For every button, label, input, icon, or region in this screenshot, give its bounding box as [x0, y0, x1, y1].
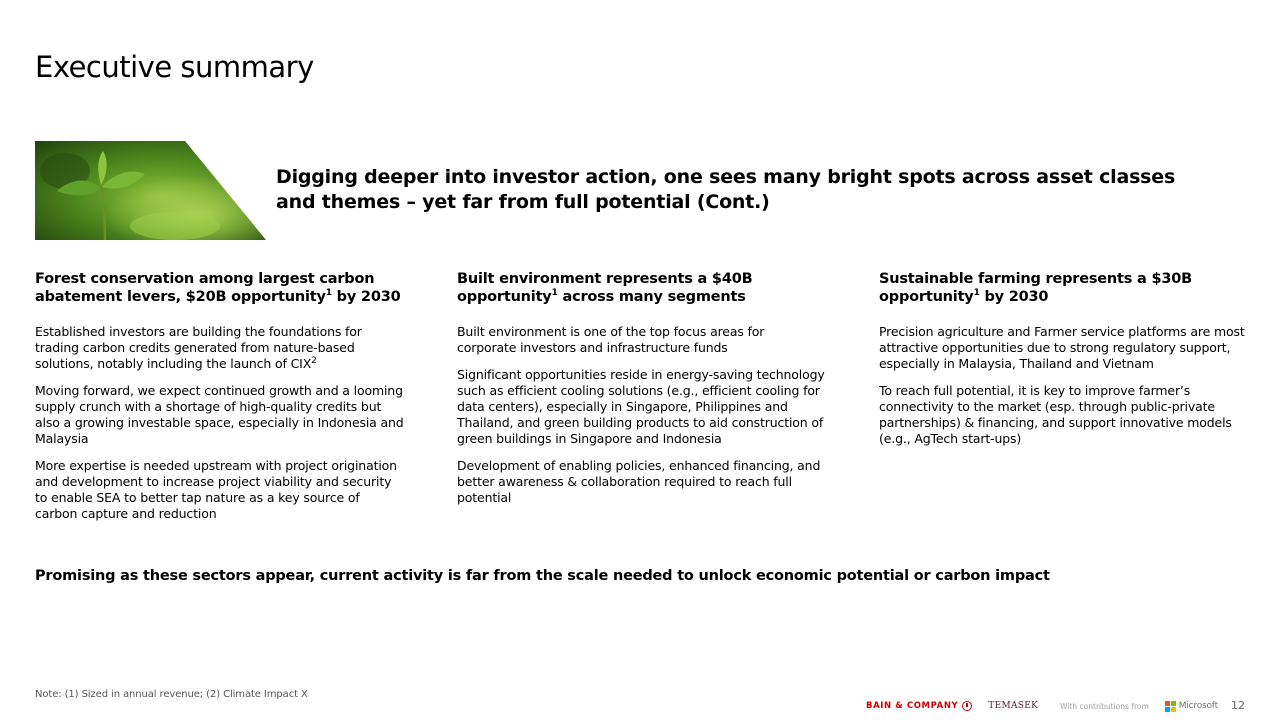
column-paragraph: Moving forward, we expect continued growth and a looming supply crunch with a shortage of high-quality credits but also a growing investable space, especially in Indonesia and Malaysia: [35, 383, 404, 446]
bain-logo-mark-icon: [962, 701, 972, 711]
column-paragraph: To reach full potential, it is key to improve farmer’s connectivity to the market (esp. through public-private partnerships) & financing, and support innovative models (e.g., AgTech start-ups): [879, 383, 1232, 446]
column-paragraph: Established investors are building the foundations for trading carbon credits generated from nature-based solutions, notably including the launch of CIX$^2$: [35, 324, 362, 371]
headline-line-2: and themes – yet far from full potential (Cont.): [276, 191, 770, 213]
contributions-label: With contributions from: [1060, 701, 1149, 711]
column-paragraph: Significant opportunities reside in energy-saving technology such as efficient cooling solutions (e.g., efficient cooling for data centers), especially in Singapore, Philippines and Thailand, and green building products to aid construction of green buildings in Singapore and Indonesia: [457, 367, 825, 446]
column-forest-conservation: [35, 270, 405, 533]
column-paragraph: More expertise is needed upstream with project origination and development to increase project viability and security to enable SEA to better tap nature as a key source of carbon capture and reduction: [35, 458, 397, 521]
page-title: Executive summary: [35, 50, 314, 84]
seedling-image: [35, 141, 266, 240]
column-paragraph: Development of enabling policies, enhanced financing, and better awareness & collaboration required to reach full potential: [457, 458, 821, 505]
headline-line-1: Digging deeper into investor action, one sees many bright spots across asset classes: [276, 166, 1176, 188]
column-heading: Forest conservation among largest carbon abatement levers, $20B opportunity$^1$ by 2030: [35, 271, 401, 305]
bain-logo: BAIN & COMPANY: [866, 701, 972, 711]
column-paragraph: Precision agriculture and Farmer service platforms are most attractive opportunities due to strong regulatory support, especially in Malaysia, Thailand and Vietnam: [879, 324, 1245, 371]
temasek-logo: TEMASEK: [988, 701, 1039, 711]
microsoft-logo: Microsoft: [1165, 701, 1218, 712]
column-built-environment: [457, 270, 827, 517]
footer-logos: [866, 698, 1218, 714]
column-sustainable-farming: [879, 270, 1249, 458]
column-paragraph: Built environment is one of the top focus areas for corporate investors and infrastructure funds: [457, 324, 765, 355]
conclusion-statement: Promising as these sectors appear, current activity is far from the scale needed to unlock economic potential or carbon impact: [35, 568, 1050, 584]
seedling-photo: [35, 141, 266, 240]
headline: [276, 165, 1196, 215]
column-heading: Built environment represents a $40B opportunity$^1$ across many segments: [457, 271, 753, 305]
page-number: 12: [1231, 699, 1245, 712]
column-heading: Sustainable farming represents a $30B opportunity$^1$ by 2030: [879, 271, 1192, 305]
microsoft-logo-icon: [1165, 701, 1176, 712]
footnote: Note: (1) Sized in annual revenue; (2) Climate Impact X: [35, 689, 308, 700]
